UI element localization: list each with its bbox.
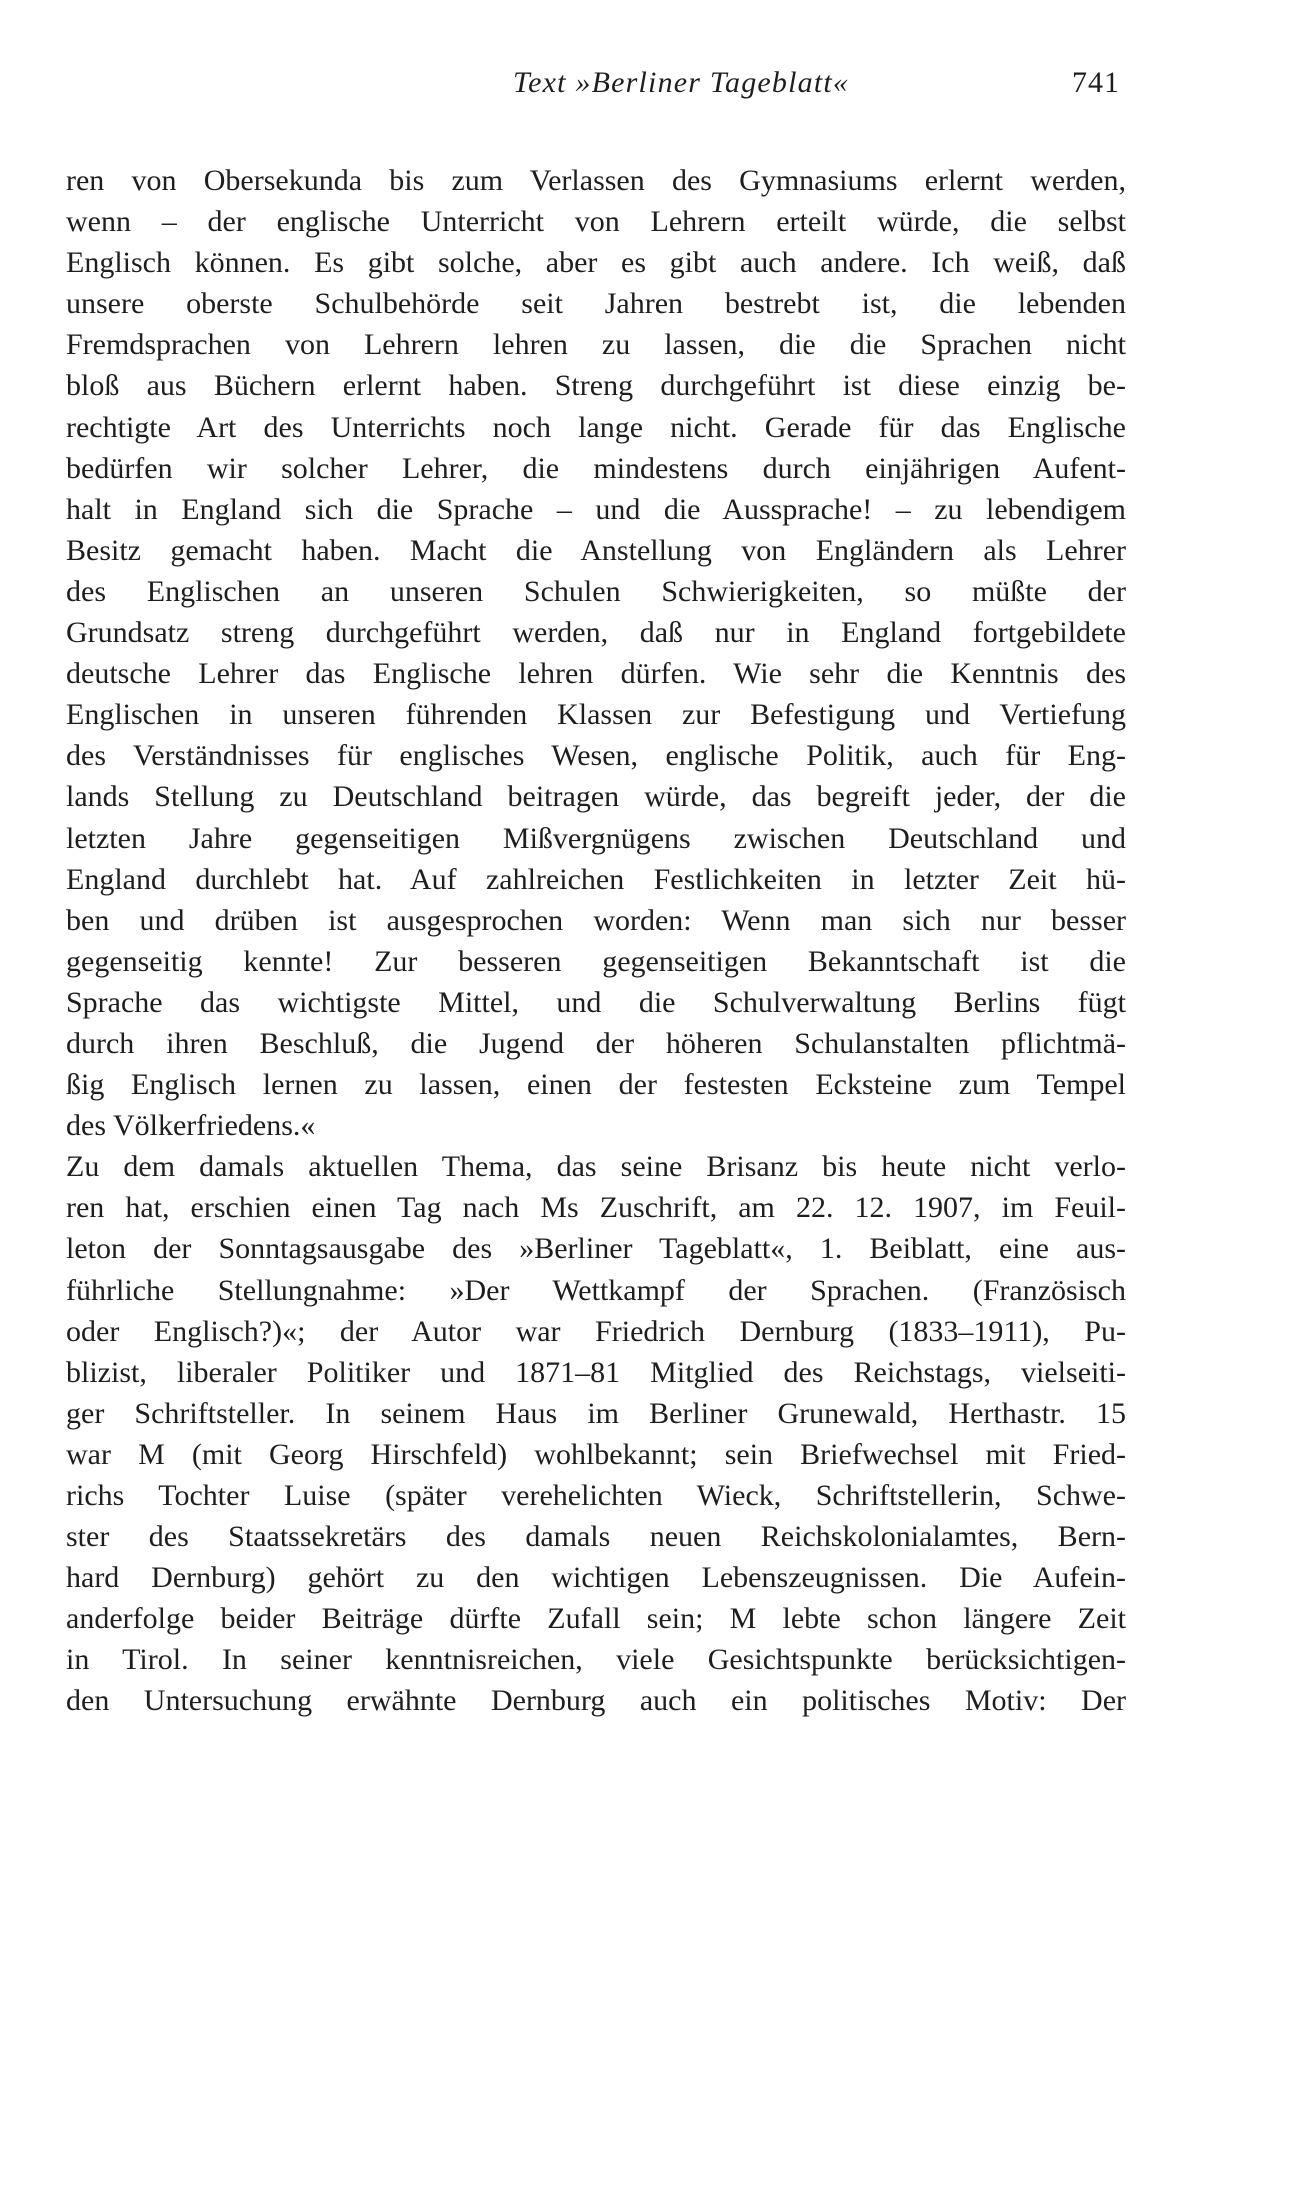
text-line: rechtigte Art des Unterrichts noch lange nicht. Gerade für das Englische xyxy=(66,410,1126,444)
text-line: gegenseitig kennte! Zur besseren gegenseitigen Bekanntschaft ist die xyxy=(66,944,1126,978)
text-line: Englischen in unseren führenden Klassen zur Befestigung und Vertiefung xyxy=(66,698,1126,732)
body-text xyxy=(66,160,1126,1722)
text-line: führliche Stellungnahme: »Der Wettkampf der Sprachen. (Französisch xyxy=(66,1273,1126,1307)
text-line: blizist, liberaler Politiker und 1871–81 Mitglied des Reichstags, vielseiti- xyxy=(66,1355,1126,1389)
text-line: lands Stellung zu Deutschland beitragen würde, das begreift jeder, der die xyxy=(66,780,1126,814)
text-line: leton der Sonntagsausgabe des »Berliner Tageblatt«, 1. Beiblatt, eine aus- xyxy=(66,1232,1126,1266)
text-line: richs Tochter Luise (später verehelichten Wieck, Schriftstellerin, Schwe- xyxy=(66,1479,1126,1512)
text-line: bloß aus Büchern erlernt haben. Streng durchgeführt ist diese einzig be- xyxy=(66,369,1126,403)
text-line: deutsche Lehrer das Englische lehren dürfen. Wie sehr die Kenntnis des xyxy=(66,657,1126,691)
text-line: Grundsatz streng durchgeführt werden, daß nur in England fortgebildete xyxy=(66,616,1126,650)
text-line: oder Englisch?)«; der Autor war Friedrich Dernburg (1833–1911), Pu- xyxy=(66,1314,1126,1348)
text-line: ßig Englisch lernen zu lassen, einen der festesten Ecksteine zum Tempel xyxy=(66,1068,1126,1102)
text-line: hard Dernburg) gehört zu den wichtigen Lebenszeugnissen. Die Aufein- xyxy=(66,1561,1126,1595)
text-line: ren von Obersekunda bis zum Verlassen des Gymnasiums erlernt werden, xyxy=(66,164,1126,197)
text-line: des Völkerfriedens.« xyxy=(66,1109,316,1143)
text-line: Sprache das wichtigste Mittel, und die Schulverwaltung Berlins fügt xyxy=(66,985,1126,1019)
text-line: ster des Staatssekretärs des damals neuen Reichskolonialamtes, Bern- xyxy=(66,1520,1126,1554)
text-line: ren hat, erschien einen Tag nach Ms Zuschrift, am 22. 12. 1907, im Feuil- xyxy=(66,1191,1126,1225)
text-line: Besitz gemacht haben. Macht die Anstellung von Engländern als Lehrer xyxy=(66,533,1126,567)
text-line: war M (mit Georg Hirschfeld) wohlbekannt; sein Briefwechsel mit Fried- xyxy=(66,1437,1126,1471)
text-line: Fremdsprachen von Lehrern lehren zu lassen, die die Sprachen nicht xyxy=(66,328,1126,362)
text-line: Zu dem damals aktuellen Thema, das seine Brisanz bis heute nicht verlo- xyxy=(66,1150,1126,1184)
text-line: des Englischen an unseren Schulen Schwierigkeiten, so müßte der xyxy=(66,574,1126,608)
text-line: anderfolge beider Beiträge dürfte Zufall sein; M lebte schon längere Zeit xyxy=(66,1602,1126,1636)
text-line: ben und drüben ist ausgesprochen worden: Wenn man sich nur besser xyxy=(66,903,1126,937)
text-line: den Untersuchung erwähnte Dernburg auch ein politisches Motiv: Der xyxy=(66,1684,1126,1718)
text-line: durch ihren Beschluß, die Jugend der höheren Schulanstalten pflichtmä- xyxy=(66,1026,1126,1060)
text-line: letzten Jahre gegenseitigen Mißvergnügens zwischen Deutschland und xyxy=(66,821,1126,855)
running-title: Text »Berliner Tageblatt« xyxy=(513,66,850,99)
text-line: halt in England sich die Sprache – und die Aussprache! – zu lebendigem xyxy=(66,492,1126,526)
text-line: England durchlebt hat. Auf zahlreichen Festlichkeiten in letzter Zeit hü- xyxy=(66,862,1126,896)
text-line: bedürfen wir solcher Lehrer, die mindestens durch einjährigen Aufent- xyxy=(66,451,1126,485)
text-line: Englisch können. Es gibt solche, aber es gibt auch andere. Ich weiß, daß xyxy=(66,246,1126,280)
page-number: 741 xyxy=(1072,66,1120,99)
text-line: unsere oberste Schulbehörde seit Jahren bestrebt ist, die lebenden xyxy=(66,287,1126,321)
text-line: in Tirol. In seiner kenntnisreichen, viele Gesichtspunkte berücksichtigen- xyxy=(66,1643,1126,1677)
text-line: des Verständnisses für englisches Wesen, englische Politik, auch für Eng- xyxy=(66,739,1126,773)
text-line: ger Schriftsteller. In seinem Haus im Berliner Grunewald, Herthastr. 15 xyxy=(66,1396,1126,1430)
running-head xyxy=(0,58,1309,108)
text-line: wenn – der englische Unterricht von Lehrern erteilt würde, die selbst xyxy=(66,205,1126,239)
